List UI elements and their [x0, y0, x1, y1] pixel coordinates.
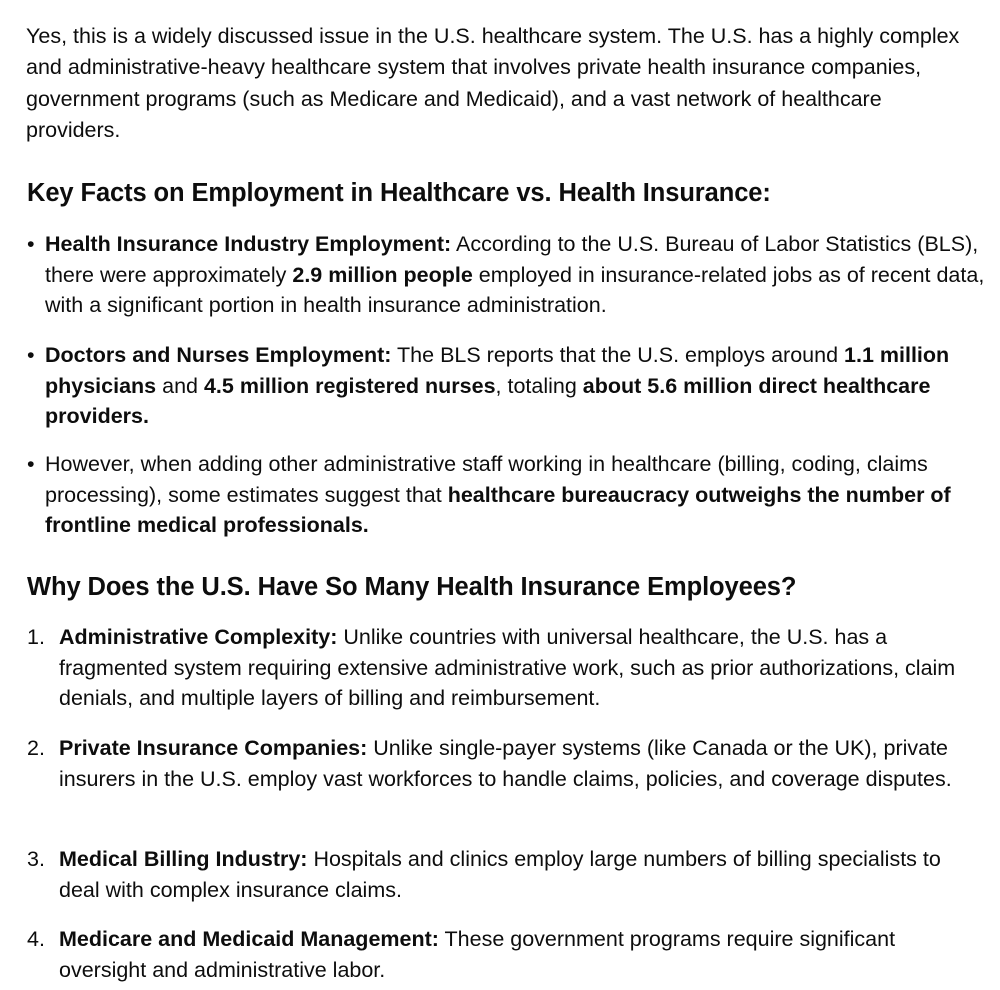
bullet-marker: •: [27, 452, 35, 476]
bullet-marker: •: [27, 232, 35, 256]
item-lead: Administrative Complexity:: [59, 625, 338, 649]
intro-paragraph: Yes, this is a widely discussed issue in the U.S. healthcare system. The U.S. has a highly complex and administrative-heavy healthcare system that involves private health insurance companies, government programs (such as Medicare and Medicaid), and a vast network of healthcare providers.: [26, 24, 960, 143]
list-number: 4.: [27, 927, 45, 951]
bullet-item-doctors-nurses: • Doctors and Nurses Employment: The BLS reports that the U.S. employs around 1.1 million physicians and 4.5 million registered nurses, totaling about 5.6 million direct healthcare providers.: [45, 340, 990, 432]
item-lead: Medicare and Medicaid Management:: [59, 927, 439, 951]
item-lead: Private Insurance Companies:: [59, 736, 368, 760]
numbered-item-private-insurance: 2. Private Insurance Companies: Unlike single-payer systems (like Canada or the UK), private insurers in the U.S. employ vast workforces to handle claims, policies, and coverage disputes.: [59, 733, 984, 794]
numbered-item-medicare-medicaid: 4. Medicare and Medicaid Management: These government programs require significant oversight and administrative labor.: [59, 924, 984, 985]
item-lead: Medical Billing Industry:: [59, 847, 308, 871]
section-heading-key-facts: Key Facts on Employment in Healthcare vs. Health Insurance:: [27, 179, 771, 207]
bullet-item-insurance-employment: • Health Insurance Industry Employment: According to the U.S. Bureau of Labor Statistics (BLS), there were approximately 2.9 million people employed in insurance-related jobs as of recent data, with a significant portion in health insurance administration.: [45, 229, 990, 321]
section-heading-why: Why Does the U.S. Have So Many Health Insurance Employees?: [27, 573, 797, 601]
bullet-item-bureaucracy: • However, when adding other administrative staff working in healthcare (billing, coding, claims processing), some estimates suggest that healthcare bureaucracy outweighs the number of frontline medical professionals.: [45, 449, 990, 541]
bullet-marker: •: [27, 343, 35, 367]
list-number: 2.: [27, 736, 45, 760]
list-number: 3.: [27, 847, 45, 871]
numbered-item-administrative-complexity: 1. Administrative Complexity: Unlike countries with universal healthcare, the U.S. has a fragmented system requiring extensive administrative work, such as prior authorizations, claim denials, and multiple layers of billing and reimbursement.: [59, 622, 984, 714]
item-lead: Health Insurance Industry Employment:: [45, 232, 452, 256]
item-lead: Doctors and Nurses Employment:: [45, 343, 392, 367]
list-number: 1.: [27, 625, 45, 649]
numbered-item-medical-billing: 3. Medical Billing Industry: Hospitals and clinics employ large numbers of billing specialists to deal with complex insurance claims.: [59, 844, 984, 905]
